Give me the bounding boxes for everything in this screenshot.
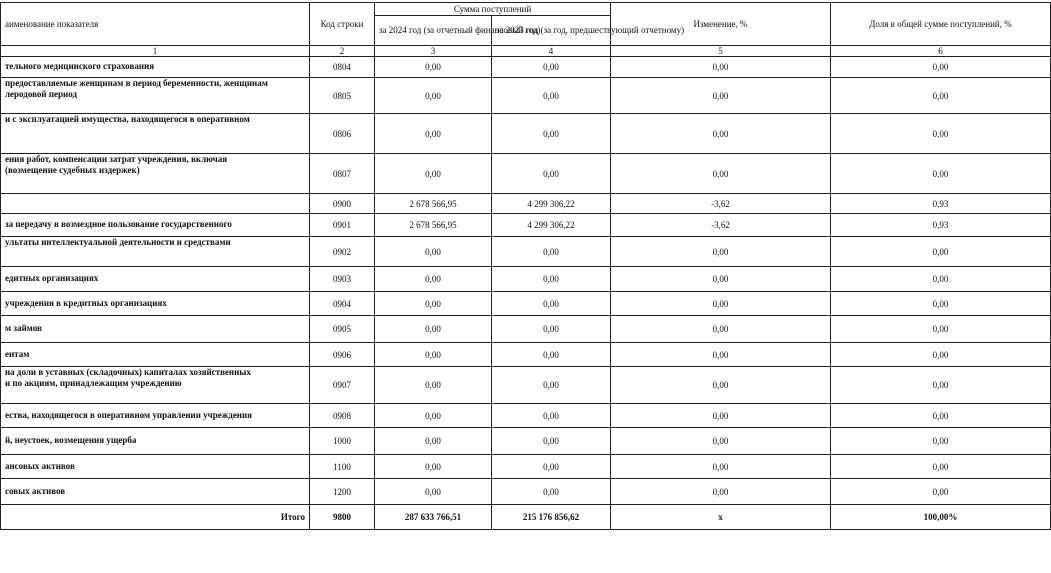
row-value-2023: 0,00 (492, 267, 611, 292)
row-value-2024: 0,00 (375, 114, 492, 154)
row-value-2023: 0,00 (492, 428, 611, 455)
table-row (1, 78, 1051, 114)
row-code: 0905 (310, 316, 375, 343)
row-value-2024: 2 678 566,95 (375, 214, 492, 237)
row-value-2023: 0,00 (492, 404, 611, 428)
row-share: 0,00 (831, 316, 1051, 343)
row-value-2023: 0,00 (492, 343, 611, 367)
row-value-2023: 0,00 (492, 57, 611, 78)
row-value-2023: 0,00 (492, 455, 611, 479)
row-value-2023: 0,00 (492, 479, 611, 505)
row-share: 0,00 (831, 57, 1051, 78)
row-share: 0,93 (831, 194, 1051, 214)
table-row (1, 194, 1051, 214)
row-code: 0805 (310, 78, 375, 114)
table-row (1, 154, 1051, 194)
row-share: 0,00 (831, 404, 1051, 428)
header-change: Изменение, % (611, 3, 831, 46)
row-value-2023: 0,00 (492, 154, 611, 194)
row-change: -3,62 (611, 194, 831, 214)
row-value-2023: 4 299 306,22 (492, 194, 611, 214)
row-code: 1200 (310, 479, 375, 505)
row-share: 0,00 (831, 78, 1051, 114)
column-number: 1 (1, 46, 310, 57)
row-change: 0,00 (611, 114, 831, 154)
column-number: 2 (310, 46, 375, 57)
row-share: 0,00 (831, 292, 1051, 316)
row-value-2023: 0,00 (492, 316, 611, 343)
row-change: 0,00 (611, 267, 831, 292)
row-name: за передачу в возмездное пользование государственного (1, 214, 310, 237)
row-value-2023: 0,00 (492, 367, 611, 404)
row-value-2024: 0,00 (375, 78, 492, 114)
row-value-2024: 0,00 (375, 367, 492, 404)
table-row (1, 343, 1051, 367)
row-share: 0,00 (831, 367, 1051, 404)
row-value-2024: 0,00 (375, 154, 492, 194)
row-name: предоставляемые женщинам в период беременности, женщинам леродовой период (1, 78, 310, 114)
row-share: 0,00 (831, 343, 1051, 367)
row-value-2024: 0,00 (375, 292, 492, 316)
row-name: ультаты интеллектуальной деятельности и средствами (1, 237, 310, 267)
column-number: 6 (831, 46, 1051, 57)
row-change: 0,00 (611, 367, 831, 404)
row-change: 0,00 (611, 292, 831, 316)
column-number: 4 (492, 46, 611, 57)
row-code: 0903 (310, 267, 375, 292)
table-row (1, 292, 1051, 316)
table-row (1, 455, 1051, 479)
row-code: 0901 (310, 214, 375, 237)
table-row (1, 428, 1051, 455)
header-year-2023: за 2023 год (за год, предшествующий отчетному) (492, 16, 611, 46)
row-code: 0902 (310, 237, 375, 267)
row-code: 0904 (310, 292, 375, 316)
row-name: ансовых активов (1, 455, 310, 479)
row-value-2023: 4 299 306,22 (492, 214, 611, 237)
row-share: 0,00 (831, 428, 1051, 455)
row-code: 0908 (310, 404, 375, 428)
row-share: 0,00 (831, 114, 1051, 154)
row-name: м займов (1, 316, 310, 343)
row-share: 0,00 (831, 154, 1051, 194)
row-change: 0,00 (611, 78, 831, 114)
row-code: 0900 (310, 194, 375, 214)
table-row (1, 267, 1051, 292)
table-row (1, 367, 1051, 404)
row-value-2024: 0,00 (375, 343, 492, 367)
row-change: 0,00 (611, 237, 831, 267)
table-row (1, 479, 1051, 505)
row-code: 0907 (310, 367, 375, 404)
table-row (1, 316, 1051, 343)
row-change: 0,00 (611, 479, 831, 505)
row-name: и с эксплуатацией имущества, находящегося в оперативном (1, 114, 310, 154)
header-share: Доля в общей сумме поступлений, % (831, 3, 1051, 46)
row-share: 0,00 (831, 479, 1051, 505)
row-name: ества, находящегося в оперативном управлении учреждения (1, 404, 310, 428)
row-name: на доли в уставных (складочных) капиталах хозяйственных и по акциям, принадлежащим учреждению (1, 367, 310, 404)
row-name (1, 194, 310, 214)
table-row (1, 237, 1051, 267)
row-value-2024: 0,00 (375, 428, 492, 455)
header-income-sum: Сумма поступлений (375, 3, 611, 16)
row-share: 0,00 (831, 267, 1051, 292)
row-change: 0,00 (611, 154, 831, 194)
row-value-2024: 0,00 (375, 479, 492, 505)
row-change: 0,00 (611, 455, 831, 479)
row-name: й, неустоек, возмещения ущерба (1, 428, 310, 455)
row-change: 0,00 (611, 343, 831, 367)
column-number: 3 (375, 46, 492, 57)
row-name: ентам (1, 343, 310, 367)
row-value-2024: 0,00 (375, 267, 492, 292)
column-numbers-row (1, 46, 1051, 57)
row-value-2024: 0,00 (375, 455, 492, 479)
row-change: 0,00 (611, 404, 831, 428)
table-row (1, 404, 1051, 428)
row-value-2024: 0,00 (375, 404, 492, 428)
table-body (1, 57, 1051, 505)
row-value-2024: 0,00 (375, 316, 492, 343)
header-indicator-name: аименование показателя (1, 3, 310, 46)
row-code: 0806 (310, 114, 375, 154)
table-row (1, 57, 1051, 78)
income-report-table (0, 2, 1051, 530)
total-label: Итого (1, 505, 310, 530)
row-value-2023: 0,00 (492, 114, 611, 154)
row-name: тельного медицинского страхования (1, 57, 310, 78)
row-change: 0,00 (611, 57, 831, 78)
total-change: x (611, 505, 831, 530)
row-value-2024: 0,00 (375, 57, 492, 78)
header-year-2024: за 2024 год (за отчетный финансовый год) (375, 16, 492, 46)
row-name: учреждения в кредитных организациях (1, 292, 310, 316)
row-change: -3,62 (611, 214, 831, 237)
row-share: 0,00 (831, 455, 1051, 479)
row-share: 0,93 (831, 214, 1051, 237)
table-row (1, 214, 1051, 237)
row-name: совых активов (1, 479, 310, 505)
row-change: 0,00 (611, 428, 831, 455)
total-code: 9800 (310, 505, 375, 530)
row-share: 0,00 (831, 237, 1051, 267)
total-2023: 215 176 856,62 (492, 505, 611, 530)
row-code: 1000 (310, 428, 375, 455)
row-value-2024: 2 678 566,95 (375, 194, 492, 214)
header-line-code: Код строки (310, 3, 375, 46)
total-2024: 287 633 766,51 (375, 505, 492, 530)
total-row (1, 505, 1051, 530)
row-code: 0807 (310, 154, 375, 194)
row-code: 0804 (310, 57, 375, 78)
row-code: 0906 (310, 343, 375, 367)
row-name: едитных организациях (1, 267, 310, 292)
row-value-2023: 0,00 (492, 292, 611, 316)
row-name: ения работ, компенсации затрат учреждения, включая (возмещение судебных издержек) (1, 154, 310, 194)
row-value-2023: 0,00 (492, 237, 611, 267)
total-share: 100,00% (831, 505, 1051, 530)
row-value-2023: 0,00 (492, 78, 611, 114)
row-change: 0,00 (611, 316, 831, 343)
column-number: 5 (611, 46, 831, 57)
row-code: 1100 (310, 455, 375, 479)
table-row (1, 114, 1051, 154)
row-value-2024: 0,00 (375, 237, 492, 267)
